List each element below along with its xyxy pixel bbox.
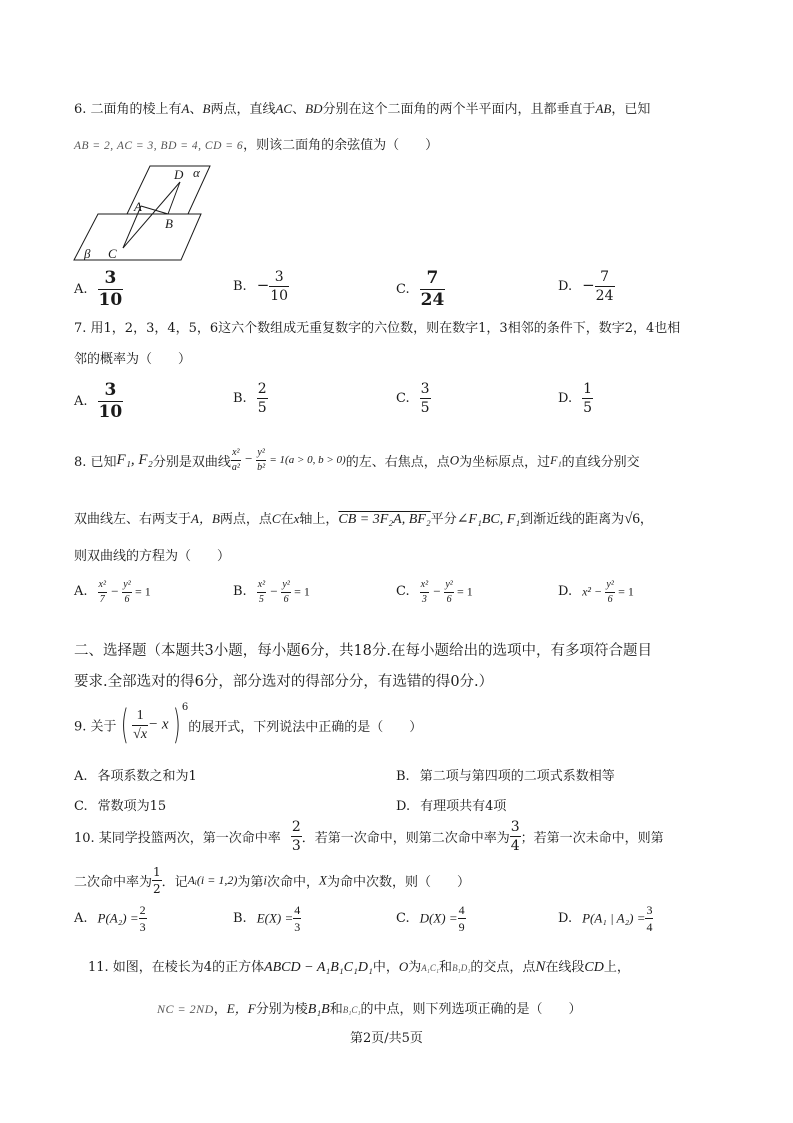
q11-text: 上， — [603, 960, 630, 975]
q11-point-n: N — [535, 959, 546, 975]
option-text: 常数项为15 — [97, 799, 167, 814]
option-fraction: $\frac{3}{10}$ — [98, 268, 123, 310]
q6-point-b: B — [202, 101, 211, 116]
option-label: C. — [396, 282, 410, 297]
q7-option-c[interactable] — [396, 382, 431, 415]
q8-stem-line3: 则双曲线的方程为（ ） — [74, 549, 231, 564]
option-text: 各项系数之和为1 — [97, 769, 197, 784]
q8-sqrt6: √6 — [624, 511, 640, 527]
q8-f1: F₁ — [550, 453, 562, 467]
q10-stem-line1 — [74, 820, 664, 853]
q6-line-ac: AC — [275, 101, 293, 116]
option-label: C. — [396, 584, 410, 600]
q8-text: ， — [639, 512, 653, 527]
q9-option-c[interactable] — [74, 795, 166, 814]
option-label: A. — [74, 769, 88, 784]
q11-text: 在线段 — [545, 960, 585, 975]
q11-segment-cd: CD — [584, 960, 604, 975]
q9-text: 9. 关于 — [74, 719, 117, 735]
q10-fraction-second: $\frac{3}{4}$ — [510, 819, 520, 854]
option-label: A. — [74, 282, 88, 297]
q11-text: 和 — [439, 960, 453, 975]
q11-point-o: O — [398, 959, 409, 974]
option-label: D. — [558, 911, 573, 926]
q8-text: 到渐近线的距离为 — [520, 512, 625, 527]
option-label: C. — [396, 391, 410, 406]
q10-option-b[interactable]: B. E(X) = $\frac{4}{3}$ — [233, 903, 301, 934]
option-label: B. — [233, 584, 247, 600]
q6-option-a[interactable] — [74, 270, 123, 309]
q11-text: 的中点，则下列选项正确的是（ ） — [360, 1002, 582, 1017]
q10-text: 10. 某同学投篮两次，第一次命中率 — [74, 831, 281, 846]
option-label: B. — [396, 769, 410, 784]
option-label: C. — [74, 799, 88, 814]
q11-b1d1: B₁D₁ — [452, 963, 471, 973]
q8-points-ab: A，B — [191, 511, 220, 526]
q10-index: i — [263, 872, 267, 888]
q6-line-ab: AB — [595, 101, 612, 116]
q9-option-b[interactable] — [396, 765, 615, 784]
q8-point-c: C — [271, 511, 281, 526]
q7-stem-line1: 7. 用1，2，3，4，5，6这六个数组成无重复数字的六位数，则在数字1，3相邻的条件下，数字2，4也相 — [74, 321, 681, 336]
q9-option-d[interactable] — [396, 795, 506, 814]
q9-expression: ( $\frac{1}{√x}$ − x) 6 — [120, 702, 189, 748]
q10-option-a[interactable]: A. P(A₂) = $\frac{2}{3}$ — [74, 903, 146, 934]
q6-sep: 、 — [189, 102, 203, 117]
q7-option-b[interactable] — [233, 382, 268, 415]
q8-option-a[interactable]: A. $\frac{\text{x²}}{7}$ − $\frac{\text{y²}}{6}$ = 1 — [74, 579, 151, 605]
q11-edge-b1b: B₁B — [307, 1002, 330, 1017]
segment-bd — [168, 182, 180, 214]
q10-text: ．记 — [161, 875, 188, 890]
q11-text: ， — [213, 1002, 227, 1017]
segment-cd — [123, 182, 180, 248]
q6-option-c[interactable] — [396, 270, 445, 309]
option-label: A. — [74, 394, 88, 409]
q6-text: 两点，直线 — [210, 102, 276, 117]
page-footer: 第2页/共5页 — [350, 1031, 423, 1046]
option-expression: D(X) = — [419, 910, 458, 926]
q10-text: 为命中次数，则（ ） — [326, 875, 470, 890]
q6-text: ，已知 — [611, 102, 651, 117]
q8-angle: ∠F₁BC, F₁ — [456, 512, 521, 527]
option-label: B. — [233, 911, 247, 926]
option-fraction: $\frac{7}{24}$ — [595, 269, 614, 304]
q8-hyperbola-eq: $\frac{\text{x²}}{\text{a²}}$ − $\frac{\text{y²}}{\text{b²}}$ = 1(a > 0, b > 0) — [231, 447, 346, 473]
option-fraction: $\frac{3}{5}$ — [420, 381, 430, 416]
q11-edge-b1c1: B₁C₁ — [342, 1005, 361, 1015]
section2-heading-line2: 要求.全部选对的得6分，部分选对的得部分分，有选错的得0分.） — [74, 674, 494, 690]
q6-sep: 、 — [292, 102, 306, 117]
option-fraction: $\frac{3}{10}$ — [98, 380, 123, 422]
q6-text: 分别在这个二面角的两个半平面内，且都垂直于 — [322, 102, 596, 117]
q6-text: ，则该二面角的余弦值为（ ） — [243, 138, 439, 153]
q6-condition: AB = 2, AC = 3, BD = 4, CD = 6 — [74, 140, 244, 152]
option-label: B. — [233, 391, 247, 406]
q8-text: 分别是双曲线 — [152, 455, 231, 470]
q11-points-ef: E，F — [226, 1001, 256, 1016]
q11-cube: ABCD − A₁B₁C₁D₁ — [264, 960, 373, 975]
q8-vector-condition: CB = 3F₂A, BF₂ — [338, 512, 431, 527]
q8-stem-line1 — [74, 448, 640, 473]
option-label: D. — [558, 391, 573, 406]
label-alpha: α — [193, 165, 200, 180]
q7-option-d[interactable] — [558, 382, 593, 415]
q10-event: Aᵢ(i = 1,2) — [187, 873, 238, 887]
q8-stem-line2 — [74, 508, 653, 528]
q6-option-b[interactable] — [233, 270, 289, 303]
section2-heading-line1: 二、选择题（本题共3小题，每小题6分，共18分.在每小题给出的选项中，有多项符合题目 — [74, 643, 653, 659]
option-label: D. — [558, 584, 573, 600]
q8-text: 轴上， — [299, 512, 339, 527]
q7-stem-line2: 邻的概率为（ ） — [74, 352, 192, 367]
option-sign: − — [582, 276, 595, 294]
q11-text: 11. 如图，在棱长为4的正方体 — [88, 960, 265, 975]
option-label: A. — [74, 584, 88, 600]
q11-text: 的交点，点 — [470, 960, 536, 975]
q8-text: 平分 — [430, 512, 457, 527]
q6-dihedral-figure — [70, 162, 230, 264]
option-label: D. — [558, 279, 573, 294]
q8-text: 在 — [280, 512, 294, 527]
option-label: A. — [74, 911, 88, 926]
q8-text: 的左、右焦点，点 — [345, 455, 450, 470]
q6-stem-line2 — [74, 134, 438, 153]
q9-stem — [74, 702, 422, 748]
segment-ab — [141, 206, 168, 214]
q10-fraction-first: $\frac{2}{3}$ — [291, 819, 301, 854]
q10-text: ．若第一次命中，则第二次命中率为 — [301, 831, 510, 846]
option-expression: E(X) = — [256, 910, 294, 926]
option-text: 第二项与第四项的二项式系数相等 — [419, 769, 615, 784]
option-text: 有理项共有4项 — [420, 799, 507, 814]
q11-stem-line2 — [157, 998, 581, 1018]
q10-text: 次命中， — [266, 875, 319, 890]
q6-option-d[interactable] — [558, 270, 615, 303]
q6-stem-line1 — [74, 98, 650, 117]
q10-variable-x: X — [318, 872, 327, 888]
q8-text: 8. 已知 — [74, 455, 117, 470]
option-expression: P(A₂) = — [97, 910, 139, 926]
q11-text: 分别为棱 — [255, 1002, 308, 1017]
q8-origin: O — [449, 452, 460, 468]
q8-foci: F₁, F₂ — [116, 452, 153, 468]
q8-text: 的直线分别交 — [561, 455, 640, 470]
q9-text: 的展开式，下列说法中正确的是（ ） — [188, 719, 423, 735]
option-fraction: $\frac{7}{24}$ — [420, 268, 445, 310]
q11-condition: NC = 2ND — [157, 1002, 214, 1016]
q10-fraction-third: $\frac{1}{2}$ — [153, 865, 161, 896]
label-beta: β — [84, 246, 91, 261]
q6-text: 6. 二面角的棱上有 — [74, 102, 182, 117]
option-fraction: $\frac{3}{10}$ — [270, 269, 289, 304]
q8-option-d[interactable]: D. x² − $\frac{\text{y²}}{6}$ = 1 — [558, 579, 634, 605]
q8-text: 双曲线左、右两支于 — [74, 512, 192, 527]
q7-option-a[interactable] — [74, 382, 123, 421]
q8-option-c[interactable]: C. $\frac{\text{x²}}{3}$ − $\frac{\text{y²}}{6}$ = 1 — [396, 579, 473, 605]
q10-text: 二次命中率为 — [74, 875, 153, 890]
label-a: A — [134, 199, 142, 214]
label-b: B — [165, 216, 173, 231]
label-d: D — [174, 167, 184, 182]
option-sign: − — [256, 276, 270, 294]
q10-stem-line2 — [74, 866, 470, 895]
q10-option-c[interactable]: C. D(X) = $\frac{4}{9}$ — [396, 903, 465, 934]
q10-text: ；若第一次未命中，则第 — [520, 831, 664, 846]
q8-option-b[interactable]: B. $\frac{\text{x²}}{5}$ − $\frac{\text{y²}}{6}$ = 1 — [233, 579, 310, 605]
option-label: C. — [396, 911, 410, 926]
q8-text: 为坐标原点，过 — [459, 455, 551, 470]
q11-text: 中， — [372, 960, 399, 975]
plane-beta — [74, 214, 201, 260]
q11-a1c1: A₁C₁ — [421, 963, 440, 973]
q8-text: 两点，点 — [219, 512, 272, 527]
option-label: B. — [233, 279, 247, 294]
option-fraction: $\frac{1}{5}$ — [583, 381, 593, 416]
q9-option-a[interactable] — [74, 765, 197, 784]
option-fraction: $\frac{2}{5}$ — [257, 381, 267, 416]
q6-point-a: A — [181, 101, 190, 116]
q10-option-d[interactable]: D. P(A₁ | A₂) = $\frac{3}{4}$ — [558, 903, 653, 934]
option-label: D. — [396, 799, 411, 814]
q10-text: 为第 — [237, 875, 264, 890]
q11-text: 为 — [408, 960, 422, 975]
q6-line-bd: BD — [305, 101, 323, 116]
label-c: C — [108, 246, 117, 261]
q11-text: 和 — [329, 1002, 343, 1017]
q8-x-axis: x — [293, 511, 300, 526]
option-expression: P(A₁ | A₂) = — [582, 910, 646, 926]
q11-stem-line1 — [88, 956, 630, 976]
